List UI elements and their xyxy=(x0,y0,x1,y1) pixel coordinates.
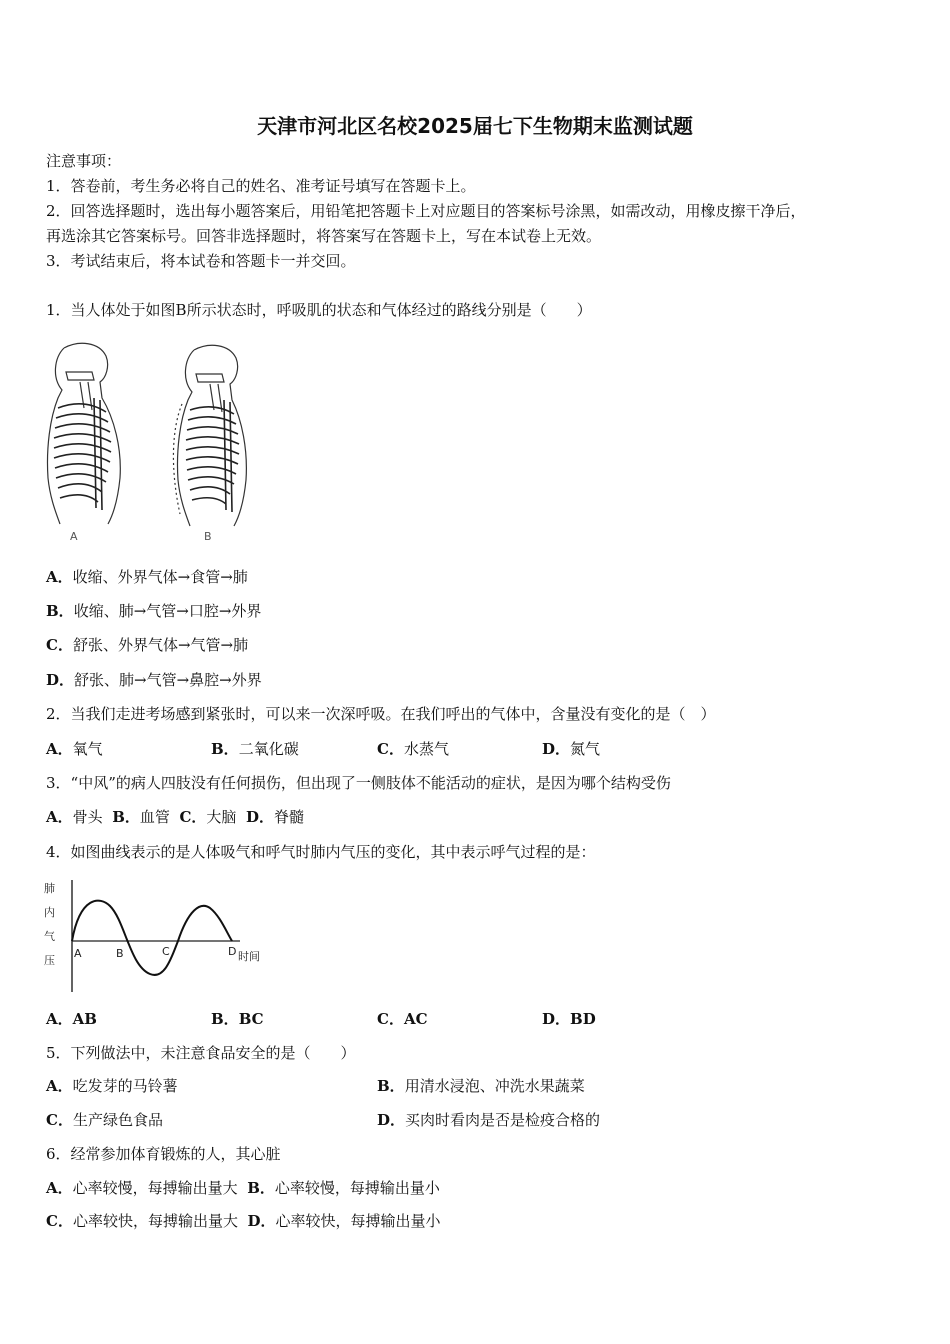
q5-option-c: C．生产绿色食品 xyxy=(46,1111,163,1129)
q5-option-a: A．吃发芽的马铃薯 xyxy=(46,1077,178,1095)
q4-option-d: D．BD xyxy=(542,1010,596,1028)
curve-point-b: B xyxy=(116,947,124,960)
q2-option-d: D．氮气 xyxy=(542,740,601,758)
question-6-stem: 6．经常参加体育锻炼的人，其心脏 xyxy=(46,1145,281,1163)
q4-option-c: C．AC xyxy=(377,1010,428,1028)
question-3-stem: 3．“中风”的病人四肢没有任何损伤，但出现了一侧肢体不能活动的症状，是因为哪个结构受伤 xyxy=(46,774,671,792)
breathing-figure xyxy=(44,338,264,548)
notice-item: 再选涂其它答案标号。回答非选择题时，将答案写在答题卡上，写在本试卷上无效。 xyxy=(46,227,602,245)
pressure-graph xyxy=(40,876,280,998)
q2-option-a: A．氧气 xyxy=(46,740,103,758)
notice-item: 2．回答选择题时，选出每小题答案后，用铅笔把答题卡上对应题目的答案标号涂黑，如需改动，用橡皮擦干净后， xyxy=(46,202,806,220)
q2-option-b: B．二氧化碳 xyxy=(211,740,299,758)
question-4-stem: 4．如图曲线表示的是人体吸气和呼气时肺内气压的变化，其中表示呼气过程的是： xyxy=(46,843,596,861)
q3-options: A．骨头 B．血管 C．大脑 D．脊髓 xyxy=(46,808,304,826)
notice-item: 3．考试结束后，将本试卷和答题卡一并交回。 xyxy=(46,252,356,270)
figure-label-b: B xyxy=(204,530,212,543)
question-1-stem: 1．当人体处于如图B所示状态时，呼吸肌的状态和气体经过的路线分别是（ ） xyxy=(46,301,592,319)
q2-option-c: C．水蒸气 xyxy=(377,740,449,758)
curve-point-c: C xyxy=(162,945,170,958)
notice-item: 1．答卷前，考生务必将自己的姓名、准考证号填写在答题卡上。 xyxy=(46,177,476,195)
figure-b-torso xyxy=(173,345,246,526)
q4-option-b: B．BC xyxy=(211,1010,264,1028)
q1-option-b: B．收缩、肺→气管→口腔→外界 xyxy=(46,602,262,620)
y-axis-label: 肺 xyxy=(44,882,55,895)
notice-heading: 注意事项： xyxy=(46,152,122,170)
figure-label-a: A xyxy=(70,530,78,543)
page-title: 天津市河北区名校2025届七下生物期末监测试题 xyxy=(257,114,693,138)
q6-options-row-2: C．心率较快，每搏输出量大 D．心率较快，每搏输出量小 xyxy=(46,1212,441,1230)
y-axis-label: 气 xyxy=(44,930,55,943)
question-5-stem: 5．下列做法中，未注意食品安全的是（ ） xyxy=(46,1044,356,1062)
curve-point-a: A xyxy=(74,947,82,960)
q1-option-a: A．收缩、外界气体→食管→肺 xyxy=(46,568,248,586)
figure-b-ribs xyxy=(186,400,239,512)
q6-options-row-1: A．心率较慢，每搏输出量大 B．心率较慢，每搏输出量小 xyxy=(46,1179,440,1197)
figure-a-ribs xyxy=(54,398,111,510)
q1-option-d: D．舒张、肺→气管→鼻腔→外界 xyxy=(46,671,262,689)
q5-option-d: D．买肉时看肉是否是检疫合格的 xyxy=(377,1111,601,1129)
q1-option-c: C．舒张、外界气体→气管→肺 xyxy=(46,636,249,654)
q4-option-a: A．AB xyxy=(46,1010,97,1028)
question-2-stem: 2．当我们走进考场感到紧张时，可以来一次深呼吸。在我们呼出的气体中，含量没有变化的是（ ） xyxy=(46,705,716,723)
y-axis-label: 内 xyxy=(44,906,55,919)
y-axis-label: 压 xyxy=(44,954,55,967)
x-axis-label: 时间 xyxy=(238,950,260,963)
pressure-curve xyxy=(72,901,232,975)
curve-point-d: D xyxy=(228,945,237,958)
q5-option-b: B．用清水浸泡、冲洗水果蔬菜 xyxy=(377,1077,585,1095)
